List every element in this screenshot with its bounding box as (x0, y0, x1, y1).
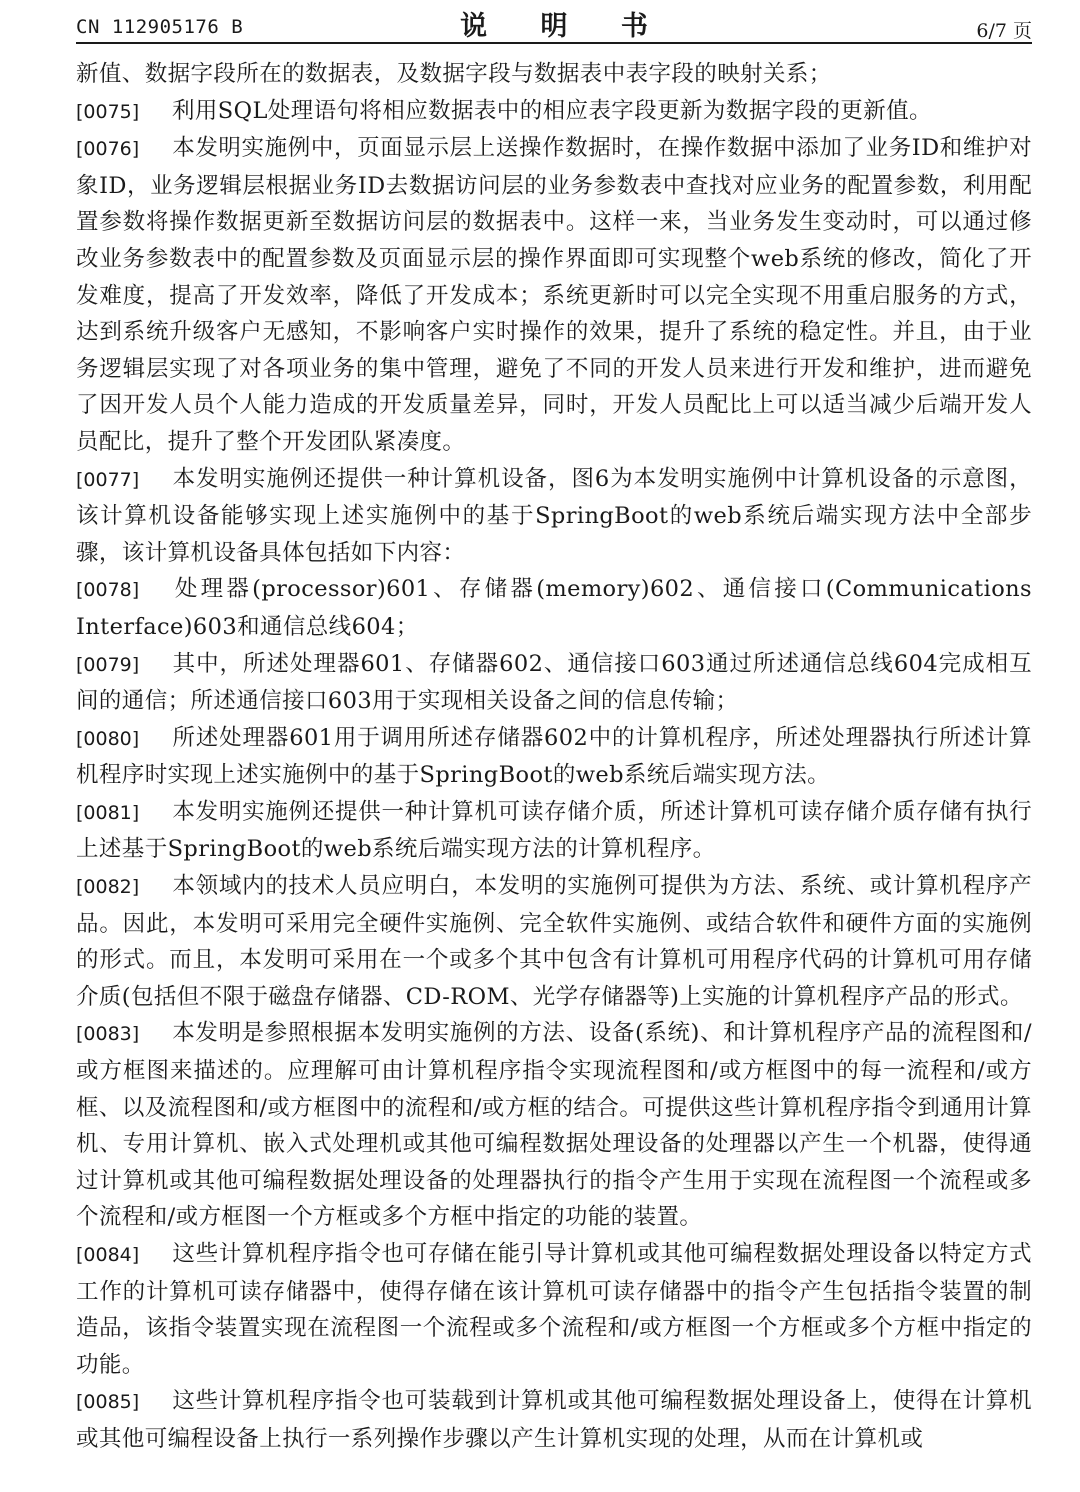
paragraph-text: 本领域内的技术人员应明白，本发明的实施例可提供为方法、系统、或计算机程序产品。因此，本发明可采用完全硬件实施例、完全软件实施例、或结合软件和硬件方面的实施例的形式。而且，本发明可采用在一个或多个其中包含有计算机可用程序代码的计算机可用存储介质(包括但不限于磁盘存储器、CD-ROM、光学存储器等)上实施的计算机程序产品的形式。 (76, 873, 1032, 1010)
paragraph-text: 其中，所述处理器601、存储器602、通信接口603通过所述通信总线604完成相互间的通信；所述通信接口603用于实现相关设备之间的信息传输； (76, 650, 1032, 715)
paragraph (76, 1015, 1032, 1236)
paragraph-text: 本发明是参照根据本发明实施例的方法、设备(系统)、和计算机程序产品的流程图和/或方框图来描述的。应理解可由计算机程序指令实现流程图和/或方框图中的每一流程和/或方框、以及流程图和/或方框图中的流程和/或方框的结合。可提供这些计算机程序指令到通用计算机、专用计算机、嵌入式处理机或其他可编程数据处理设备的处理器以产生一个机器，使得通过计算机或其他可编程数据处理设备的处理器执行的指令产生用于实现在流程图一个流程或多个流程和/或方框图一个方框或多个方框中指定的功能的装置。 (76, 1020, 1032, 1231)
paragraph-number: [0082] (76, 876, 140, 899)
paragraph-number: [0084] (76, 1244, 140, 1266)
paragraph-text: 新值、数据字段所在的数据表，及数据字段与数据表中表字段的映射关系； (76, 61, 832, 87)
paragraph-text: 所述处理器601用于调用所述存储器602中的计算机程序，所述处理器执行所述计算机程序时实现上述实施例中的基于SpringBoot的web系统后端实现方法。 (76, 724, 1032, 789)
paragraph-number: [0075] (76, 100, 140, 123)
paragraph-number: [0083] (76, 1023, 140, 1046)
paragraph-text: 这些计算机程序指令也可存储在能引导计算机或其他可编程数据处理设备以特定方式工作的计算机可读存储器中，使得存储在该计算机可读存储器中的指令产生包括指令装置的制造品，该指令装置实现在流程图一个流程或多个流程和/或方框图一个方框或多个方框中指定的功能。 (76, 1241, 1032, 1378)
patent-number: CN 112905176 B (76, 16, 244, 38)
paragraph (76, 461, 1032, 572)
paragraph-number: [0076] (76, 138, 140, 161)
paragraph-text: 本发明实施例还提供一种计算机设备，图6为本发明实施例中计算机设备的示意图，该计算机设备能够实现上述实施例中的基于SpringBoot的web系统后端实现方法中全部步骤，该计算机设备具体包括如下内容： (76, 465, 1032, 566)
document-title: 说 明 书 (460, 11, 670, 42)
header-divider (76, 42, 1032, 44)
paragraph (76, 93, 1032, 131)
document-body (76, 56, 1032, 1458)
paragraph (76, 868, 1032, 1015)
paragraph-number: [0080] (76, 727, 140, 750)
paragraph (76, 1383, 1032, 1457)
paragraph (76, 1236, 1032, 1383)
paragraph (76, 56, 1032, 93)
paragraph (76, 571, 1032, 645)
paragraph (76, 130, 1032, 460)
page-indicator: 6/7 页 (976, 20, 1032, 42)
paragraph-text: 本发明实施例中，页面显示层上送操作数据时，在操作数据中添加了业务ID和维护对象ID，业务逻辑层根据业务ID去数据访问层的业务参数表中查找对应业务的配置参数，利用配置参数将操作数据更新至数据访问层的数据表中。这样一来，当业务发生变动时，可以通过修改业务参数表中的配置参数及页面显示层的操作界面即可实现整个web系统的修改，简化了开发难度，提高了开发效率，降低了开发成本；系统更新时可以完全实现不用重启服务的方式，达到系统升级客户无感知，不影响客户实时操作的效果，提升了系统的稳定性。并且，由于业务逻辑层实现了对各项业务的集中管理，避免了不同的开发人员来进行开发和维护，进而避免了因开发人员个人能力造成的开发质量差异，同时，开发人员配比上可以适当减少后端开发人员配比，提升了整个开发团队紧凑度。 (76, 135, 1032, 455)
paragraph-number: [0085] (76, 1391, 140, 1414)
paragraph (76, 646, 1032, 720)
paragraph-text: 本发明实施例还提供一种计算机可读存储介质，所述计算机可读存储介质存储有执行上述基于SpringBoot的web系统后端实现方法的计算机程序。 (76, 798, 1032, 863)
paragraph-text: 处理器(processor)601、存储器(memory)602、通信接口(Communications Interface)603和通信总线604； (76, 576, 1032, 640)
paragraph (76, 720, 1032, 794)
paragraph-text: 利用SQL处理语句将相应数据表中的相应表字段更新为数据字段的更新值。 (172, 97, 932, 124)
paragraph (76, 794, 1032, 868)
paragraph-number: [0079] (76, 653, 140, 676)
page-header (76, 4, 1032, 42)
paragraph-number: [0077] (76, 468, 140, 491)
paragraph-text: 这些计算机程序指令也可装载到计算机或其他可编程数据处理设备上，使得在计算机或其他可编程设备上执行一系列操作步骤以产生计算机实现的处理，从而在计算机或 (76, 1388, 1032, 1452)
paragraph-number: [0078] (76, 579, 140, 602)
paragraph-number: [0081] (76, 801, 140, 824)
